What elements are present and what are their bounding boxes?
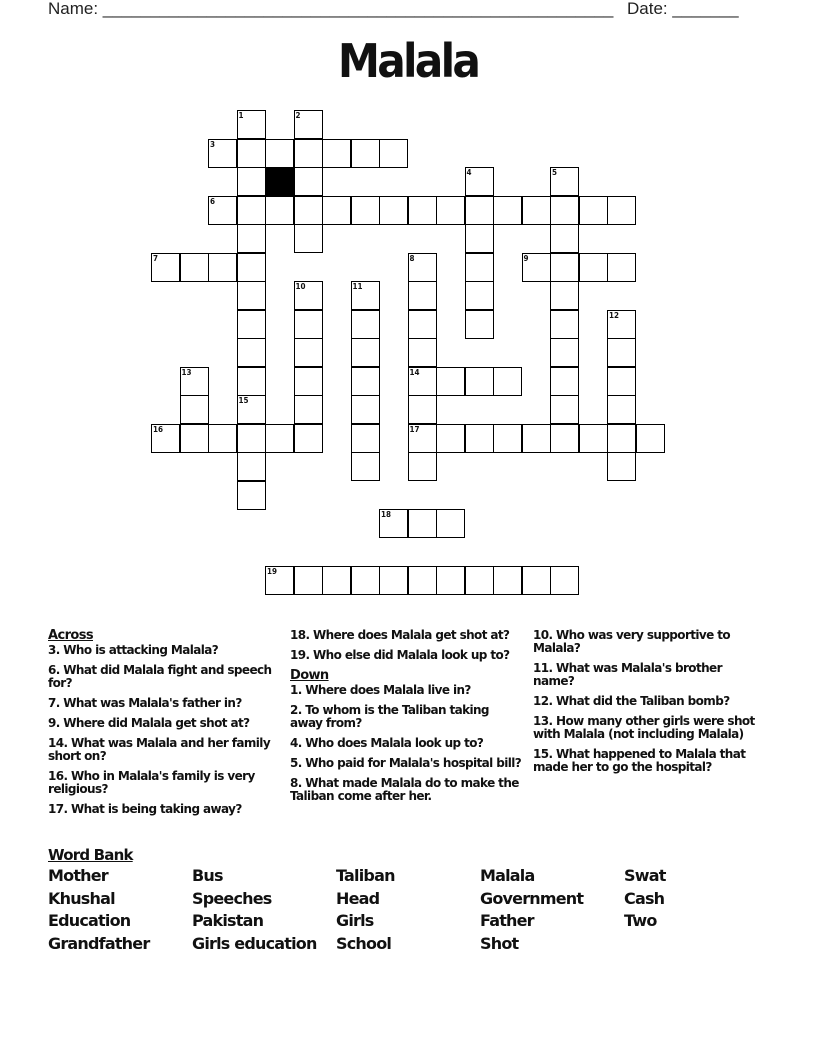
clue-num: 3.: [48, 643, 60, 657]
crossword-cell[interactable]: [294, 110, 323, 139]
crossword-cell[interactable]: [408, 367, 437, 396]
crossword-cell[interactable]: [237, 110, 266, 139]
crossword-cell[interactable]: [607, 253, 636, 282]
clue-number: 5: [552, 168, 558, 177]
crossword-cell[interactable]: [294, 424, 323, 453]
clue-text: Who else did Malala look up to?: [309, 648, 510, 662]
crossword-cell[interactable]: [294, 224, 323, 253]
clues-column-1: [48, 629, 276, 823]
crossword-cell[interactable]: [636, 424, 665, 453]
word-bank-word: Head: [336, 889, 380, 908]
date-field[interactable]: Date: _______: [627, 0, 739, 18]
crossword-cell[interactable]: [408, 452, 437, 481]
crossword-cell[interactable]: [265, 424, 294, 453]
crossword-cell[interactable]: [379, 566, 408, 595]
word-bank-word: Grandfather: [48, 934, 150, 953]
crossword-cell[interactable]: [408, 281, 437, 310]
crossword-cell[interactable]: [408, 509, 437, 538]
crossword-cell[interactable]: [550, 395, 579, 424]
crossword-cell[interactable]: [465, 281, 494, 310]
crossword-cell[interactable]: [237, 253, 266, 282]
crossword-cell[interactable]: [294, 196, 323, 225]
down-clue: [533, 748, 763, 774]
word-bank-word: Cash: [624, 889, 665, 908]
crossword-cell[interactable]: [208, 139, 237, 168]
across-clue: [48, 770, 276, 796]
clue-text: What is being taking away?: [67, 802, 242, 816]
crossword-cell[interactable]: [607, 452, 636, 481]
crossword-cell[interactable]: [208, 196, 237, 225]
across-heading: Across: [48, 628, 93, 643]
clue-num: 10.: [533, 628, 553, 642]
crossword-cell[interactable]: [465, 224, 494, 253]
clue-num: 15.: [533, 747, 553, 761]
crossword-cell[interactable]: [351, 338, 380, 367]
clue-text: What made Malala do to make the Taliban come after her.: [290, 776, 519, 803]
black-square: [265, 167, 294, 196]
crossword-cell[interactable]: [351, 424, 380, 453]
clue-text: To whom is the Taliban taking away from?: [290, 703, 489, 730]
crossword-cell[interactable]: [294, 281, 323, 310]
clue-num: 6.: [48, 663, 60, 677]
crossword-cell[interactable]: [237, 310, 266, 339]
crossword-cell[interactable]: [550, 167, 579, 196]
across-clue: [290, 649, 522, 662]
crossword-cell[interactable]: [607, 310, 636, 339]
clue-text: Where does Malala live in?: [301, 683, 471, 697]
clue-number: 12: [609, 310, 620, 320]
crossword-cell[interactable]: [579, 253, 608, 282]
crossword-cell[interactable]: [579, 424, 608, 453]
crossword-cell[interactable]: [436, 566, 465, 595]
clue-text: Who is attacking Malala?: [59, 643, 219, 657]
clue-text: What was Malala's father in?: [59, 696, 242, 710]
down-clue: [533, 715, 763, 741]
clue-num: 12.: [533, 694, 553, 708]
word-bank-word: Mother: [48, 866, 108, 885]
across-clue: [48, 697, 276, 710]
down-clue: [290, 737, 522, 750]
clue-number: 18: [381, 510, 392, 519]
crossword-cell[interactable]: [294, 139, 323, 168]
clue-text: What was Malala and her family short on?: [48, 736, 271, 763]
crossword-cell[interactable]: [550, 338, 579, 367]
word-bank-word: Bus: [192, 866, 223, 885]
clue-text: Who does Malala look up to?: [301, 736, 484, 750]
clue-number: 6: [210, 196, 216, 206]
crossword-cell[interactable]: [351, 196, 380, 225]
crossword-cell[interactable]: [493, 196, 522, 225]
clue-num: 7.: [48, 696, 60, 710]
crossword-cell[interactable]: [208, 424, 237, 453]
crossword-cell[interactable]: [408, 338, 437, 367]
crossword-cell[interactable]: [550, 281, 579, 310]
clue-number: 10: [295, 282, 306, 291]
crossword-cell[interactable]: [493, 566, 522, 595]
across-clue: [290, 629, 522, 642]
crossword-cell[interactable]: [294, 310, 323, 339]
crossword-cell[interactable]: [607, 367, 636, 396]
crossword-cell[interactable]: [351, 395, 380, 424]
crossword-cell[interactable]: [180, 424, 209, 453]
across-clue: [48, 737, 276, 763]
name-field[interactable]: Name: ______________________________________________________: [48, 0, 614, 18]
clue-number: 3: [210, 139, 216, 149]
crossword-cell[interactable]: [208, 253, 237, 282]
crossword-cell[interactable]: [379, 196, 408, 225]
crossword-cell[interactable]: [379, 509, 408, 538]
crossword-cell[interactable]: [237, 338, 266, 367]
clue-number: 19: [267, 567, 278, 576]
crossword-cell[interactable]: [237, 481, 266, 510]
clue-number: 8: [409, 253, 415, 263]
crossword-cell[interactable]: [379, 139, 408, 168]
crossword-cell[interactable]: [180, 395, 209, 424]
crossword-cell[interactable]: [408, 424, 437, 453]
crossword-cell[interactable]: [607, 424, 636, 453]
word-bank-title: Word Bank: [48, 846, 133, 864]
crossword-cell[interactable]: [180, 253, 209, 282]
crossword-cell[interactable]: [151, 424, 180, 453]
clue-number: 13: [181, 367, 192, 377]
crossword-cell[interactable]: [522, 566, 551, 595]
word-bank-word: Taliban: [336, 866, 395, 885]
crossword-cell[interactable]: [465, 196, 494, 225]
clue-text: What was Malala's brother name?: [533, 661, 722, 688]
down-clue: [533, 629, 763, 655]
clue-text: What happened to Malala that made her to go the hospital?: [533, 747, 746, 774]
crossword-cell[interactable]: [237, 196, 266, 225]
crossword-cell[interactable]: [237, 395, 266, 424]
down-clue: [533, 662, 763, 688]
crossword-cell[interactable]: [493, 424, 522, 453]
crossword-cell[interactable]: [237, 167, 266, 196]
crossword-cell[interactable]: [351, 281, 380, 310]
across-clue: [48, 717, 276, 730]
across-clue: [48, 644, 276, 657]
clue-number: 9: [523, 253, 529, 263]
word-bank-word: Pakistan: [192, 911, 264, 930]
crossword-cell[interactable]: [322, 566, 351, 595]
crossword-cell[interactable]: [237, 139, 266, 168]
word-bank-word: Girls: [336, 911, 374, 930]
across-clue: [48, 803, 276, 816]
crossword-cell[interactable]: [550, 424, 579, 453]
clue-num: 9.: [48, 716, 60, 730]
clue-num: 4.: [290, 736, 302, 750]
crossword-cell[interactable]: [237, 452, 266, 481]
crossword-cell[interactable]: [550, 310, 579, 339]
crossword-cell[interactable]: [465, 367, 494, 396]
word-bank-word: Speeches: [192, 889, 272, 908]
clue-text: Where does Malala get shot at?: [309, 628, 510, 642]
crossword-cell[interactable]: [408, 196, 437, 225]
crossword-cell[interactable]: [550, 566, 579, 595]
crossword-cell[interactable]: [522, 196, 551, 225]
crossword-cell[interactable]: [265, 196, 294, 225]
crossword-cell[interactable]: [294, 338, 323, 367]
word-bank-word: Malala: [480, 866, 535, 885]
crossword-cell[interactable]: [180, 367, 209, 396]
down-clue: [290, 704, 522, 730]
crossword-cell[interactable]: [237, 281, 266, 310]
clue-num: 11.: [533, 661, 553, 675]
clue-num: 18.: [290, 628, 310, 642]
crossword-cell[interactable]: [607, 196, 636, 225]
word-bank-word: Government: [480, 889, 584, 908]
crossword-cell[interactable]: [151, 253, 180, 282]
word-bank-word: Swat: [624, 866, 666, 885]
crossword-cell[interactable]: [408, 253, 437, 282]
crossword-cell[interactable]: [550, 224, 579, 253]
down-heading: Down: [290, 668, 329, 683]
crossword-cell[interactable]: [294, 566, 323, 595]
crossword-cell[interactable]: [579, 196, 608, 225]
crossword-cell[interactable]: [465, 310, 494, 339]
clue-number: 7: [153, 253, 159, 263]
crossword-cell[interactable]: [550, 196, 579, 225]
clue-num: 1.: [290, 683, 302, 697]
clues-column-2: [290, 629, 522, 810]
clue-number: 16: [153, 424, 164, 434]
crossword-cell[interactable]: [607, 395, 636, 424]
crossword-cell[interactable]: [408, 566, 437, 595]
crossword-cell[interactable]: [237, 424, 266, 453]
crossword-cell[interactable]: [237, 367, 266, 396]
clue-text: How many other girls were shot with Malala (not including Malala): [533, 714, 755, 741]
crossword-cell[interactable]: [237, 224, 266, 253]
crossword-cell[interactable]: [351, 367, 380, 396]
across-clue: [48, 664, 276, 690]
word-bank-word: Girls education: [192, 934, 317, 953]
clue-num: 19.: [290, 648, 310, 662]
word-bank-word: Two: [624, 911, 657, 930]
crossword-cell[interactable]: [351, 566, 380, 595]
crossword-cell[interactable]: [436, 367, 465, 396]
down-clue: [290, 777, 522, 803]
clue-num: 2.: [290, 703, 302, 717]
page-title: Malala: [337, 34, 479, 88]
crossword-cell[interactable]: [322, 139, 351, 168]
word-bank-word: School: [336, 934, 392, 953]
crossword-cell[interactable]: [522, 253, 551, 282]
crossword-cell[interactable]: [294, 167, 323, 196]
word-bank-word: Father: [480, 911, 534, 930]
clue-number: 11: [352, 282, 363, 291]
crossword-cell[interactable]: [265, 566, 294, 595]
crossword-cell[interactable]: [436, 509, 465, 538]
clue-text: Where did Malala get shot at?: [59, 716, 250, 730]
crossword-cell[interactable]: [351, 139, 380, 168]
word-bank-word: Khushal: [48, 889, 115, 908]
crossword-cell[interactable]: [493, 367, 522, 396]
crossword-cell[interactable]: [465, 566, 494, 595]
down-clue: [290, 684, 522, 697]
crossword-cell[interactable]: [294, 367, 323, 396]
clue-number: 2: [295, 111, 301, 120]
crossword-cell[interactable]: [465, 167, 494, 196]
crossword-cell[interactable]: [436, 196, 465, 225]
clue-num: 16.: [48, 769, 68, 783]
crossword-cell[interactable]: [265, 139, 294, 168]
crossword-cell[interactable]: [522, 424, 551, 453]
clue-text: Who was very supportive to Malala?: [533, 628, 731, 655]
clues-column-3: [533, 629, 763, 781]
clue-num: 14.: [48, 736, 68, 750]
crossword-cell[interactable]: [351, 452, 380, 481]
clue-text: What did Malala fight and speech for?: [48, 663, 272, 690]
clue-number: 14: [409, 367, 420, 377]
crossword-cell[interactable]: [550, 367, 579, 396]
crossword-cell[interactable]: [607, 338, 636, 367]
crossword-cell[interactable]: [465, 253, 494, 282]
clue-number: 4: [466, 168, 472, 177]
word-bank-word: Shot: [480, 934, 519, 953]
clue-number: 17: [409, 424, 420, 434]
clue-text: Who in Malala's family is very religious?: [48, 769, 255, 796]
clue-num: 8.: [290, 776, 302, 790]
crossword-cell[interactable]: [294, 395, 323, 424]
crossword-cell[interactable]: [550, 253, 579, 282]
crossword-cell[interactable]: [408, 395, 437, 424]
clue-num: 5.: [290, 756, 302, 770]
clue-number: 1: [238, 111, 244, 120]
clue-text: What did the Taliban bomb?: [552, 694, 730, 708]
down-clue: [290, 757, 522, 770]
crossword-cell[interactable]: [408, 310, 437, 339]
crossword-cell[interactable]: [351, 310, 380, 339]
crossword-cell[interactable]: [465, 424, 494, 453]
clue-num: 17.: [48, 802, 68, 816]
clue-num: 13.: [533, 714, 553, 728]
word-bank-word: Education: [48, 911, 131, 930]
down-clue: [533, 695, 763, 708]
crossword-cell[interactable]: [322, 196, 351, 225]
clue-text: Who paid for Malala's hospital bill?: [301, 756, 522, 770]
crossword-cell[interactable]: [436, 424, 465, 453]
clue-number: 15: [238, 396, 249, 405]
